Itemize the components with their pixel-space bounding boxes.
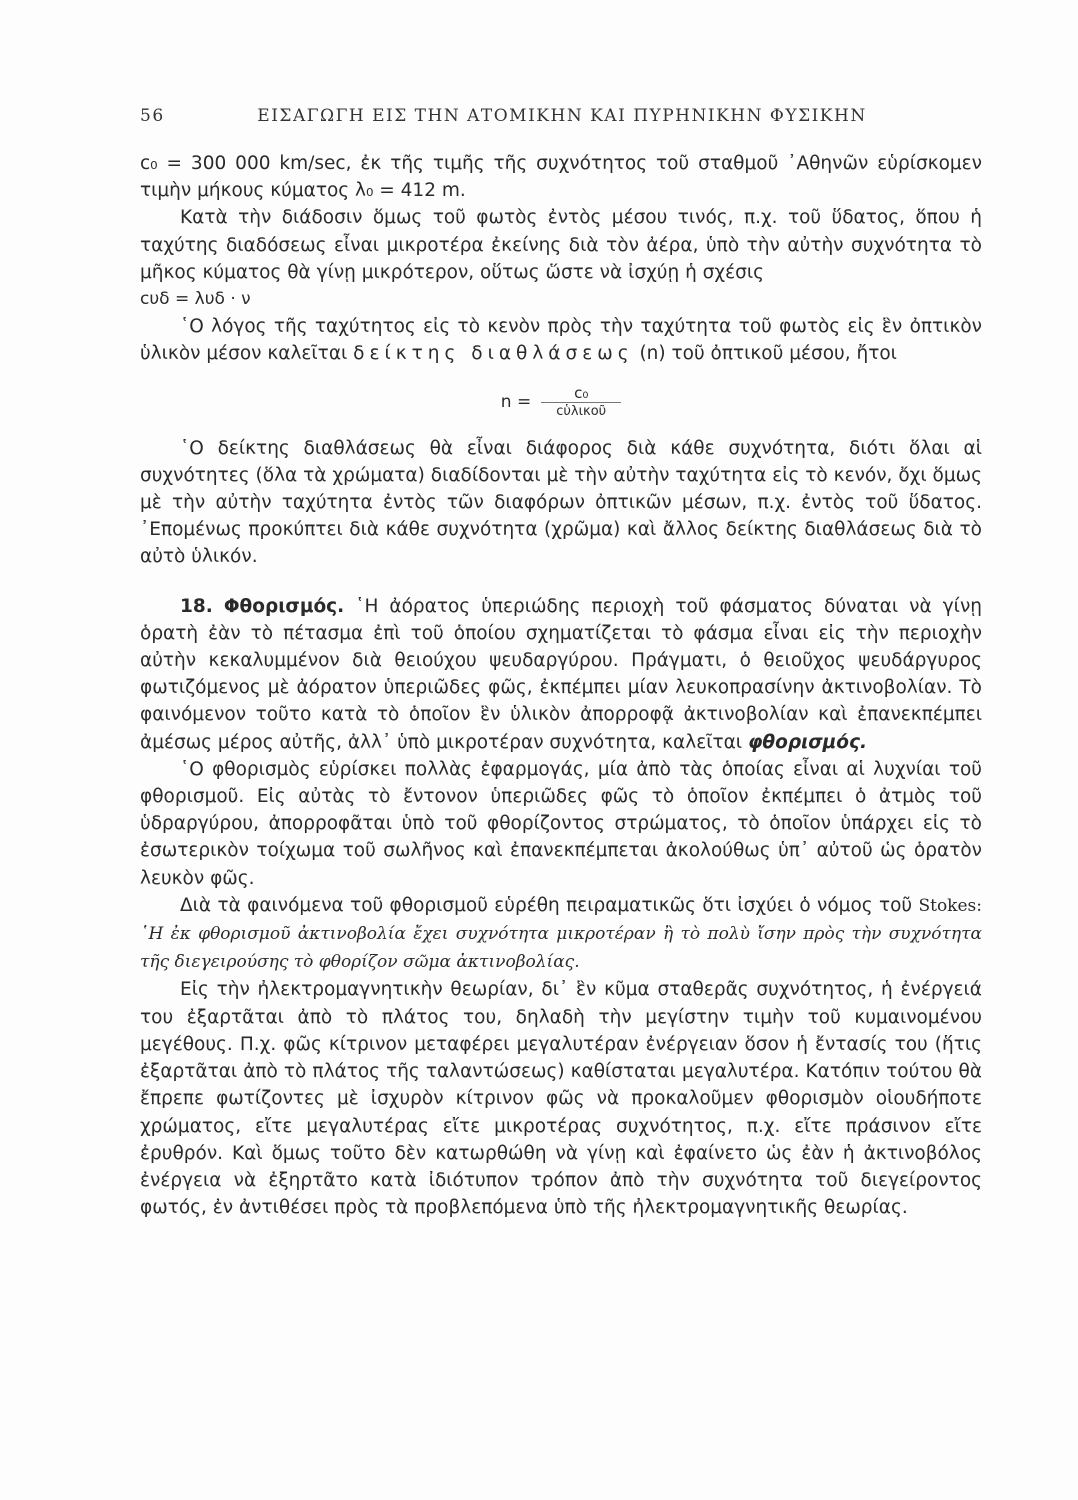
paragraph-electromagnetic-theory: Εἰς τὴν ἠλεκτρομαγνητικὴν θεωρίαν, δι᾽ ἓν κῦμα σταθερᾶς συχνότητος, ἡ ἐνέργειά του ἐξαρτᾶται ἀπὸ τὸ πλάτος του, δηλαδὴ τὴν μεγίστην τιμὴν τοῦ κυμαινομένου μεγέθους. Π.χ. φῶς κίτρινον μεταφέρει μεγαλυτέραν ἐνέργειαν ὅσον ἡ ἔντασίς του (ἥτις ἐξαρτᾶται ἀπὸ τὸ πλάτος τῆς ταλαντώσεως) καθίσταται μεγαλυτέρα. Κατόπιν τούτου θὰ ἔπρεπε φωτίζοντες μὲ ἰσχυρὸν κίτρινον φῶς νὰ προκαλοῦμεν φθορισμὸν οἱουδήποτε χρώματος, εἴτε μεγαλυτέρας εἴτε μικροτέρας συχνότητος, π.χ. εἴτε πράσινον εἴτε ἐρυθρόν. Καὶ ὅμως τοῦτο δὲν κατωρθώθη νὰ γίνῃ καὶ ἐφαίνετο ὡς ἐὰν ἡ ἀκτινοβόλος ἐνέργεια νὰ ἐξηρτᾶτο κατὰ ἰδιότυπον τρόπον ἀπὸ τὴν συχνότητα τοῦ διεγείροντος φωτός, ἐν ἀντιθέσει πρὸς τὰ προβλεπόμενα ὑπὸ τῆς ἠλεκτρομαγνητικῆς θεωρίας. bbox=[140, 979, 982, 1219]
equation-velocity-water: cυδ = λυδ · ν bbox=[140, 289, 251, 310]
paragraph-medium-propagation: Κατὰ τὴν διάδοσιν ὅμως τοῦ φωτὸς ἐντὸς μέσου τινός, π.χ. τοῦ ὕδατος, ὅπου ἡ ταχύτης διαδόσεως εἶναι μικροτέρα ἐκείνης διὰ τὸν ἀέρα, ὑπὸ τὴν αὐτὴν συχνότητα τὸ μῆκος κύματος θὰ γίνῃ μικρότερον, οὕτως ὥστε νὰ ἰσχύῃ ἡ σχέσις bbox=[140, 207, 982, 283]
equation-refractive-index bbox=[140, 374, 982, 431]
page-number: 56 bbox=[140, 106, 165, 126]
section-title: Φθορισμός. bbox=[223, 595, 345, 617]
page-header bbox=[140, 106, 984, 134]
section-18-text: ῾Η ἀόρατος ὑπεριώδης περιοχὴ τοῦ φάσματος δύναται νὰ γίνῃ ὁρατὴ ἐὰν τὸ πέτασμα ἐπὶ τοῦ ὁποίου σχηματίζεται τὸ φάσμα εἶναι εἰς τὴν περιοχὴν αὐτὴν κεκαλυμμένον διὰ θειούχου ψευδαργύρου. Πράγματι, ὁ θειοῦχος ψευδάργυρος φωτιζόμενος μὲ ἀόρατον ὑπεριῶδες φῶς, ἐκπέμπει μίαν λευκοπρασίνην ἀκτινοβολίαν. Τὸ φαινόμενον τοῦτο κατὰ τὸ ὁποῖον ἓν ὑλικὸν ἀπορροφᾷ ἀκτινοβολίαν καὶ ἐπανεκπέμπει ἀμέσως μέρος αὐτῆς, ἀλλ᾽ ὑπὸ μικροτέραν συχνότητα, καλεῖται bbox=[140, 595, 983, 753]
paragraph-dispersion: ῾Ο δείκτης διαθλάσεως θὰ εἶναι διάφορος διὰ κάθε συχνότητα, διότι ὅλαι αἱ συχνότητες (ὅλα τὰ χρώματα) διαδίδονται μὲ τὴν αὐτὴν ταχύτητα εἰς τὸ κενόν, ὄχι ὅμως μὲ τὴν αὐτὴν ταχύτητα ἐντὸς τῶν διαφόρων ὀπτικῶν μέσων, π.χ. ἐντὸς τοῦ ὕδατος. ᾽Επομένως προκύπτει διὰ κάθε συχνότητα (χρῶμα) καὶ ἄλλος δείκτης διαθλάσεως διὰ τὸ αὐτὸ ὑλικόν. bbox=[140, 437, 982, 568]
section-number: 18. bbox=[180, 595, 213, 617]
equation-lhs: n = bbox=[500, 391, 532, 412]
refractive-index-term: δείκτης διαθλάσεως bbox=[353, 343, 634, 365]
fluorescence-term: φθορισμός. bbox=[747, 731, 868, 753]
paragraph-wavelength: c₀ = 300 000 km/sec, ἐκ τῆς τιμῆς τῆς συχνότητος τοῦ σταθμοῦ ᾽Αθηνῶν εὑρίσκομεν τιμὴν μήκους κύματος λ₀ = 412 m. bbox=[140, 153, 982, 202]
refractive-index-text-end: (n) τοῦ ὀπτικοῦ μέσου, ἤτοι bbox=[639, 343, 897, 365]
stokes-name: Stokes: bbox=[918, 895, 982, 916]
paragraph-fluorescent-lamps: ῾Ο φθορισμὸς εὑρίσκει πολλὰς ἐφαρμογάς, μία ἀπὸ τὰς ὁποίας εἶναι αἱ λυχνίαι τοῦ φθορισμοῦ. Εἰς αὐτὰς τὸ ἔντονον ὑπεριῶδες φῶς τὸ ὁποῖον ἐκπέμπει ὁ ἀτμὸς τοῦ ὑδραργύρου, ἀπορροφᾶται ὑπὸ τοῦ φθορίζοντος στρώματος, τὸ ὁποῖον ὑπάρχει εἰς τὸ ἐσωτερικὸν τοίχωμα τοῦ σωλῆνος καὶ ἐπανεκπέμπεται ἀκολούθως ὑπ᾽ αὐτοῦ ὡς ὁρατὸν λευκὸν φῶς. bbox=[140, 758, 982, 889]
equation-denominator: cὑλικοῦ bbox=[556, 403, 607, 419]
refractive-index-text-start: ῾Ο λόγος τῆς ταχύτητος εἰς τὸ κενὸν πρὸς τὴν ταχύτητα τοῦ φωτὸς εἰς ἓν ὀπτικὸν ὑλικὸν μέσον καλεῖται bbox=[140, 316, 982, 365]
paragraph-refractive-index bbox=[140, 313, 982, 367]
body-text bbox=[140, 150, 982, 1221]
stokes-law-quote: ῾Η ἐκ φθορισμοῦ ἀκτινοβολία ἔχει συχνότητα μικροτέραν ἢ τὸ πολὺ ἴσην πρὸς τὴν συχνότητα τῆς διεγειρούσης τὸ φθορίζον σῶμα ἀκτινοβολίας. bbox=[140, 924, 982, 973]
section-18-fluorescence bbox=[140, 593, 982, 756]
stokes-text-start: Διὰ τὰ φαινόμενα τοῦ φθορισμοῦ εὑρέθη πειραματικῶς ὅτι ἰσχύει ὁ νόμος τοῦ bbox=[180, 894, 913, 916]
equation-numerator: c₀ bbox=[574, 383, 589, 402]
running-title: ΕΙΣΑΓΩΓΗ ΕΙΣ ΤΗΝ ΑΤΟΜΙΚΗΝ ΚΑΙ ΠΥΡΗΝΙΚΗΝ ΦΥΣΙΚΗΝ bbox=[257, 106, 867, 126]
paragraph-stokes-law bbox=[140, 892, 982, 977]
